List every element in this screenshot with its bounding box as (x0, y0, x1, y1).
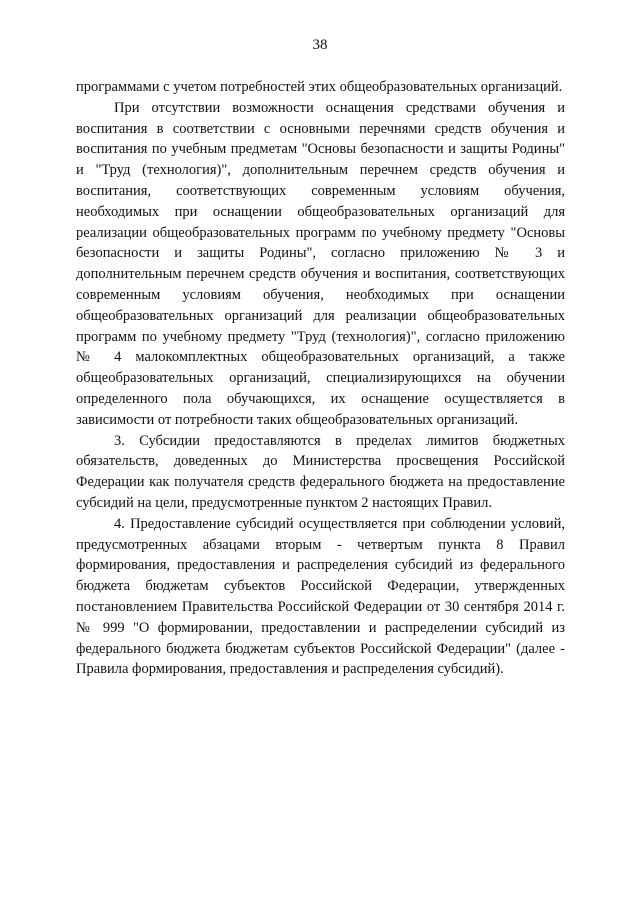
paragraph-clause-4: 4. Предоставление субсидий осуществляется при соблюдении условий, предусмотренных абзацами вторым - четвертым пункта 8 Правил формирования, предоставления и распределения субсидий из федерального бюджета бюджетам субъектов Российской Федерации, утвержденных постановлением Правительства Российской Федерации от 30 сентября 2014 г. № 999 "О формировании, предоставлении и распределении субсидий из федерального бюджета бюджетам субъектов Российской Федерации" (далее - Правила формирования, предоставления и распределения субсидий). (76, 515, 565, 678)
paragraph-clause-3: 3. Субсидии предоставляются в пределах лимитов бюджетных обязательств, доведенных до Министерства просвещения Российской Федерации как получателя средств федерального бюджета на предоставление субсидий на цели, предусмотренные пунктом 2 настоящих Правил. (76, 432, 565, 511)
page-number: 38 (312, 37, 328, 53)
paragraph-continuation: программами с учетом потребностей этих общеобразовательных организаций. (76, 79, 563, 95)
document-body (76, 77, 565, 680)
paragraph-equipment: При отсутствии возможности оснащения средствами обучения и воспитания в соответствии с основными перечнями средств обучения и воспитания по учебным предметам "Основы безопасности и защиты Родины" и "Труд (технология)", дополнительным перечнем средств обучения и воспитания, соответствующих современным условиям обучения, необходимых при оснащении общеобразовательных организаций для реализации общеобразовательных программ по учебному предмету "Основы безопасности и защиты Родины", согласно приложению № 3 и дополнительным перечнем средств обучения и воспитания, соответствующих современным условиям обучения, необходимых при оснащении общеобразовательных организаций для реализации общеобразовательных программ по учебному предмету "Труд (технология)", согласно приложению № 4 малокомплектных общеобразовательных организаций, а также общеобразовательных организаций, специализирующихся на обучении определенного пола обучающихся, их оснащение осуществляется в зависимости от потребности таких общеобразовательных организаций. (76, 99, 565, 428)
